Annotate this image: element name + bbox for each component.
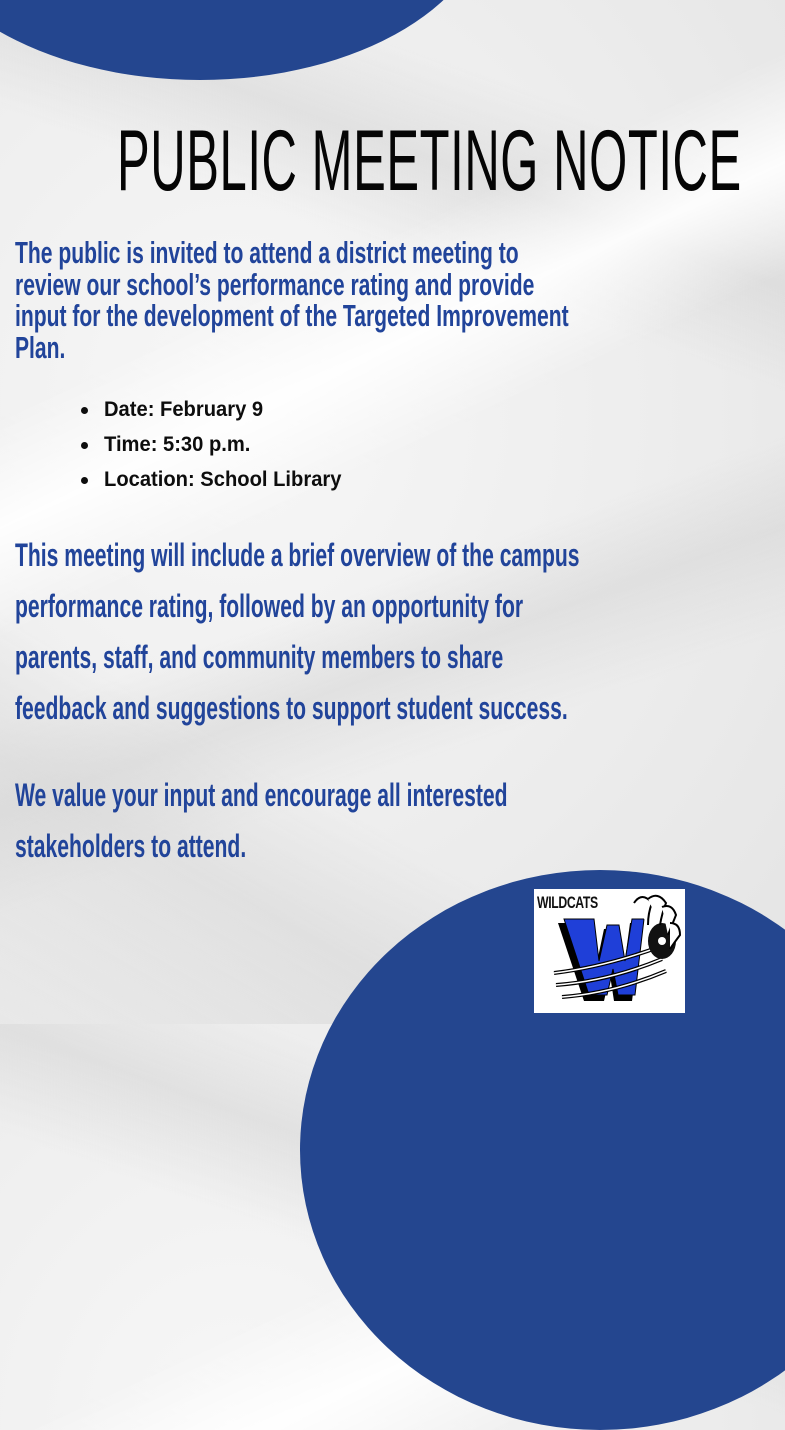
bullet-icon (81, 442, 88, 449)
title-text: PUBLIC MEETING NOTICE (117, 113, 742, 209)
detail-time-text: Time: 5:30 p.m. (104, 433, 251, 456)
description-line: This meeting will include a brief overview of the campus (15, 537, 580, 573)
intro-paragraph (15, 235, 785, 365)
intro-line: Plan. (15, 329, 66, 365)
bullet-icon (81, 407, 88, 414)
closing-line: stakeholders to attend. (15, 828, 247, 864)
intro-line: input for the development of the Targeted Improvement (15, 298, 569, 333)
top-decorative-circle (0, 0, 490, 80)
intro-line: review our school’s performance rating and provide (15, 266, 535, 302)
bullet-icon (81, 477, 88, 484)
detail-time (78, 430, 351, 465)
description-paragraph (15, 535, 785, 739)
description-line: parents, staff, and community members to share (15, 639, 504, 675)
intro-line: The public is invited to attend a district meeting to (15, 235, 519, 270)
description-line: performance rating, followed by an opportunity for (15, 588, 524, 624)
page-title (117, 113, 742, 209)
closing-line: We value your input and encourage all interested (15, 777, 508, 813)
detail-location (78, 465, 351, 500)
detail-date (78, 395, 351, 430)
logo-wordmark: WILDCATS (537, 893, 598, 912)
description-line: feedback and suggestions to support student success. (15, 690, 568, 726)
closing-paragraph (15, 775, 761, 877)
detail-date-text: Date: February 9 (104, 398, 264, 421)
meeting-details-list (78, 395, 351, 500)
wildcats-logo (534, 889, 685, 1013)
detail-location-text: Location: School Library (104, 468, 342, 491)
